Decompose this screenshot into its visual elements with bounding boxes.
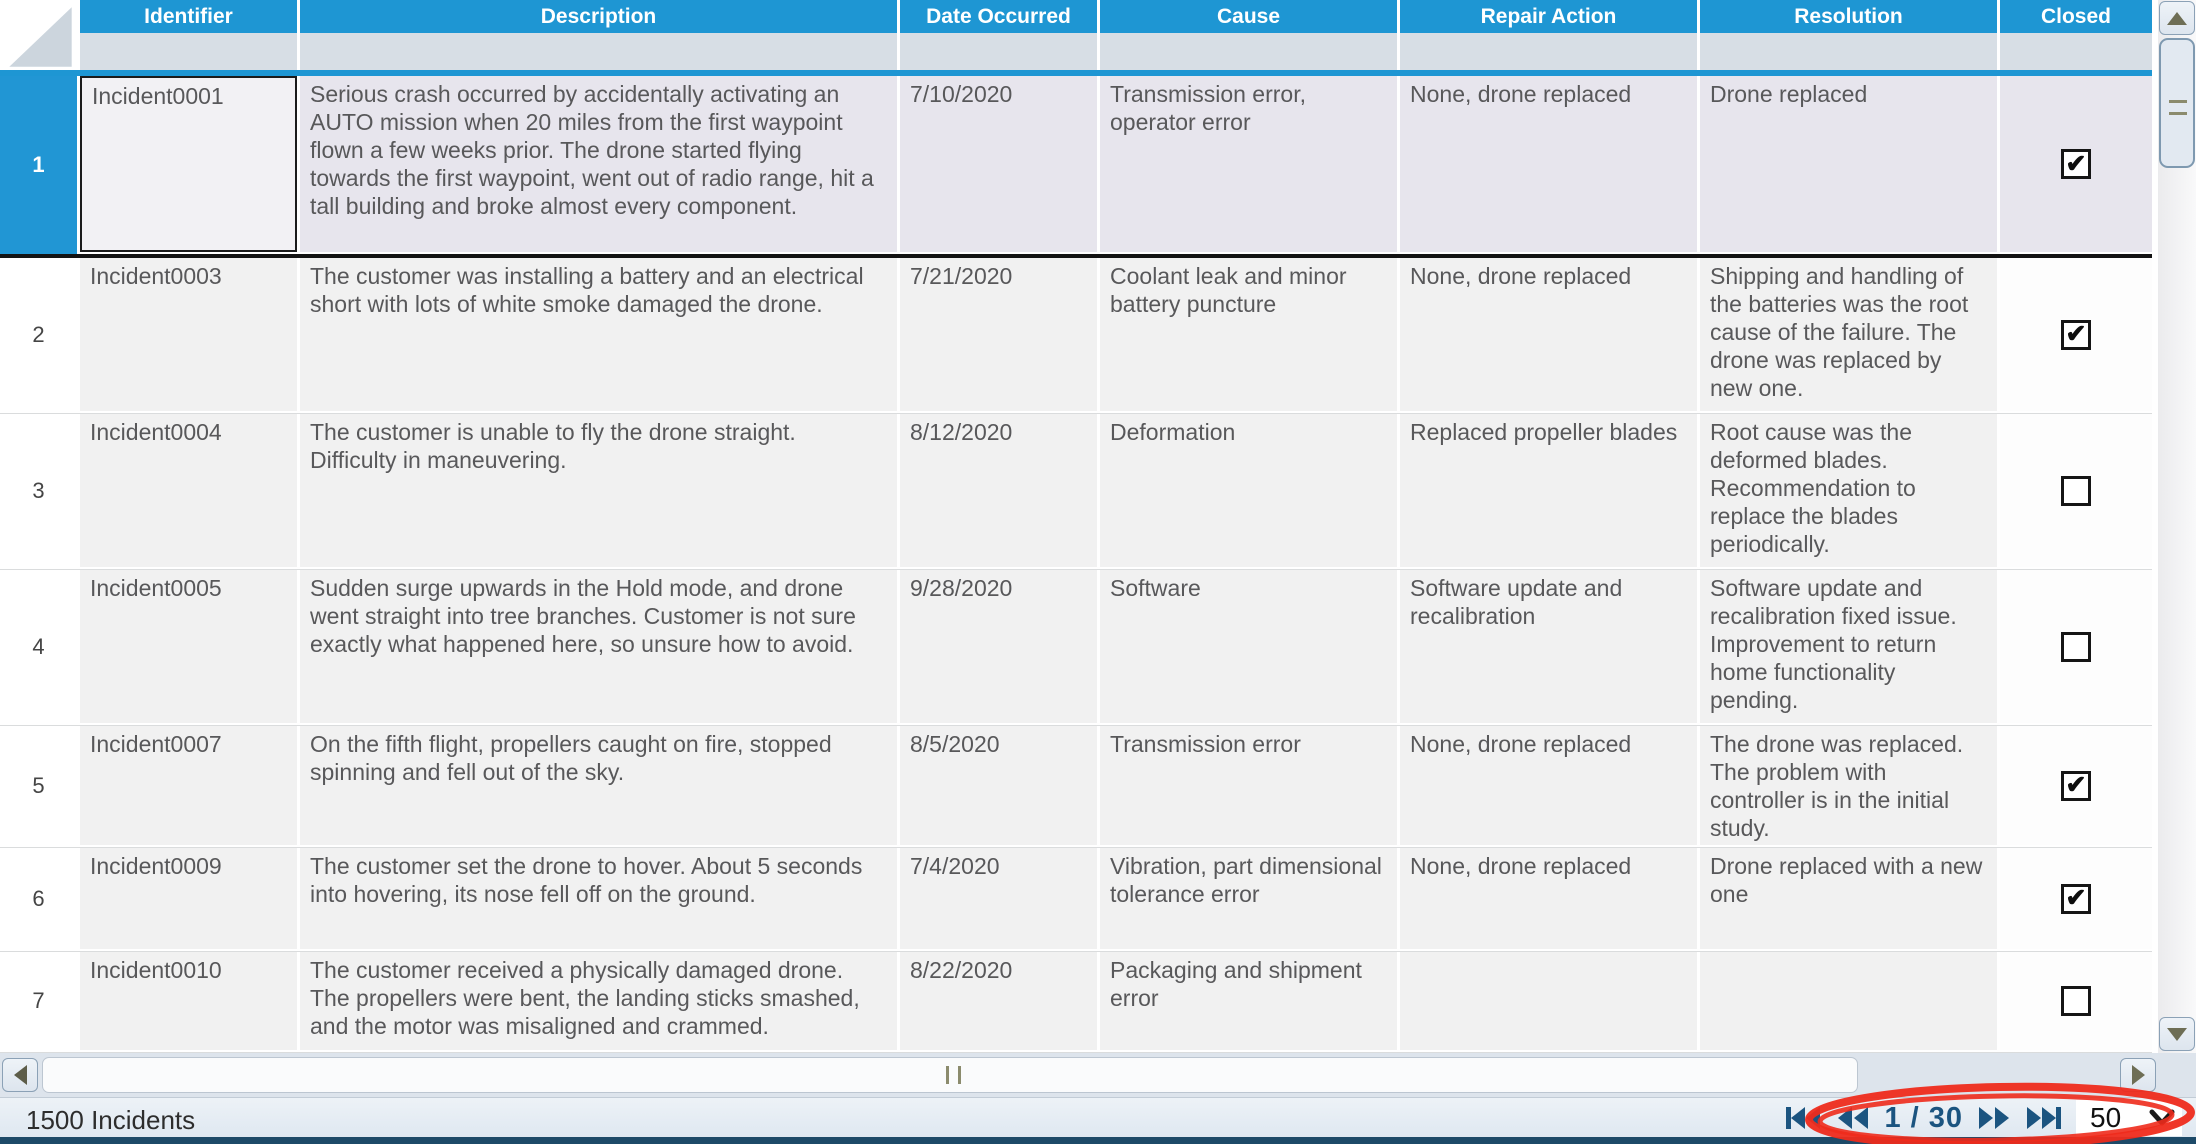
previous-page-button[interactable]	[1835, 1105, 1871, 1131]
last-page-button[interactable]	[2025, 1105, 2063, 1131]
next-page-button[interactable]	[1976, 1105, 2012, 1131]
page-size-dropdown[interactable]	[2076, 1100, 2182, 1136]
closed-checkbox[interactable]	[2061, 476, 2091, 506]
cell-closed	[2000, 76, 2152, 252]
row-number-cell[interactable]: 4	[0, 570, 77, 723]
column-header-resolution[interactable]: Resolution	[1700, 0, 2000, 33]
closed-checkbox[interactable]: ✔	[2061, 320, 2091, 350]
cell-repair-action[interactable]: None, drone replaced	[1400, 76, 1697, 252]
scroll-down-button[interactable]	[2159, 1017, 2195, 1051]
column-header-description[interactable]: Description	[300, 0, 900, 33]
cell-repair-action[interactable]: None, drone replaced	[1400, 258, 1697, 411]
scroll-up-button[interactable]	[2159, 1, 2195, 35]
down-arrow-icon	[2167, 1028, 2187, 1041]
subheader-cell	[2000, 33, 2152, 70]
cell-resolution[interactable]: Shipping and handling of the batteries was the root cause of the failure. The drone was replaced by new one.	[1700, 258, 1997, 411]
cell-resolution[interactable]: Drone replaced with a new one	[1700, 848, 1997, 949]
subheader-cell	[80, 33, 300, 70]
first-page-icon	[1784, 1105, 1822, 1131]
right-arrow-icon	[2132, 1065, 2145, 1085]
cell-repair-action[interactable]	[1400, 952, 1697, 1050]
up-arrow-icon	[2167, 12, 2187, 25]
subheader-row	[80, 33, 2152, 70]
row-number-cell[interactable]: 1	[0, 76, 77, 254]
table-row	[0, 570, 2152, 726]
cell-repair-action[interactable]: Replaced propeller blades	[1400, 414, 1697, 567]
cell-identifier[interactable]: Incident0005	[80, 570, 297, 723]
cell-resolution[interactable]: Software update and recalibration fixed issue. Improvement to return home functionality pending.	[1700, 570, 1997, 723]
cell-description[interactable]: Sudden surge upwards in the Hold mode, and drone went straight into tree branches. Customer is not sure exactly what happened here, so unsure how to avoid.	[300, 570, 897, 723]
select-all-corner[interactable]	[0, 0, 77, 70]
last-page-icon	[2025, 1105, 2063, 1131]
cell-identifier[interactable]: Incident0004	[80, 414, 297, 567]
cell-repair-action[interactable]: None, drone replaced	[1400, 726, 1697, 845]
table-row	[0, 952, 2152, 1053]
cell-closed	[2000, 952, 2152, 1050]
vertical-scrollbar[interactable]	[2158, 0, 2196, 1053]
chevron-down-icon	[2148, 1108, 2176, 1128]
cell-date-occurred[interactable]: 9/28/2020	[900, 570, 1097, 723]
page-indicator-label: 1 / 30	[1884, 1101, 1963, 1134]
table-body	[0, 76, 2152, 1053]
horizontal-scrollbar-thumb[interactable]	[42, 1057, 1858, 1093]
subheader-cell	[1700, 33, 2000, 70]
cell-closed	[2000, 258, 2152, 411]
scroll-left-button[interactable]	[2, 1058, 38, 1092]
column-header-repair-action[interactable]: Repair Action	[1400, 0, 1700, 33]
row-number-cell[interactable]: 6	[0, 848, 77, 949]
closed-checkbox[interactable]	[2061, 986, 2091, 1016]
cell-date-occurred[interactable]: 7/10/2020	[900, 76, 1097, 252]
first-page-button[interactable]	[1784, 1105, 1822, 1131]
table-row	[0, 76, 2152, 258]
cell-date-occurred[interactable]: 8/12/2020	[900, 414, 1097, 567]
cell-identifier[interactable]: Incident0010	[80, 952, 297, 1050]
cell-closed	[2000, 414, 2152, 567]
table-row	[0, 726, 2152, 848]
column-header-date-occurred[interactable]: Date Occurred	[900, 0, 1100, 33]
cell-description[interactable]: The customer received a physically damaged drone. The propellers were bent, the landing sticks smashed, and the motor was misaligned and crammed.	[300, 952, 897, 1050]
left-arrow-icon	[14, 1065, 27, 1085]
table-row	[0, 848, 2152, 952]
cell-closed	[2000, 726, 2152, 845]
subheader-cell	[300, 33, 900, 70]
cell-cause[interactable]: Coolant leak and minor battery puncture	[1100, 258, 1397, 411]
column-header-cause[interactable]: Cause	[1100, 0, 1400, 33]
vertical-scrollbar-thumb[interactable]	[2159, 38, 2195, 168]
cell-date-occurred[interactable]: 7/4/2020	[900, 848, 1097, 949]
cell-identifier[interactable]: Incident0001	[80, 76, 297, 252]
cell-resolution[interactable]	[1700, 952, 1997, 1050]
corner-triangle-icon	[8, 6, 73, 68]
page-size-value: 50	[2090, 1102, 2122, 1133]
cell-cause[interactable]: Software	[1100, 570, 1397, 723]
row-number-cell[interactable]: 7	[0, 952, 77, 1050]
cell-closed	[2000, 570, 2152, 723]
previous-page-icon	[1835, 1105, 1871, 1131]
cell-description[interactable]: The customer is unable to fly the drone straight. Difficulty in maneuvering.	[300, 414, 897, 567]
cell-description[interactable]: The customer set the drone to hover. About 5 seconds into hovering, its nose fell off on the ground.	[300, 848, 897, 949]
cell-closed	[2000, 848, 2152, 949]
thumb-grip-icon	[946, 1066, 961, 1084]
subheader-cell	[900, 33, 1100, 70]
cell-resolution[interactable]: The drone was replaced. The problem with controller is in the initial study.	[1700, 726, 1997, 845]
cell-date-occurred[interactable]: 7/21/2020	[900, 258, 1097, 411]
cell-cause[interactable]: Transmission error	[1100, 726, 1397, 845]
cell-date-occurred[interactable]: 8/22/2020	[900, 952, 1097, 1050]
subheader-cell	[1100, 33, 1400, 70]
cell-identifier[interactable]: Incident0003	[80, 258, 297, 411]
next-page-icon	[1976, 1105, 2012, 1131]
table-row	[0, 414, 2152, 570]
subheader-cell	[1400, 33, 1700, 70]
cell-resolution[interactable]: Drone replaced	[1700, 76, 1997, 252]
cell-repair-action[interactable]: None, drone replaced	[1400, 848, 1697, 949]
cell-date-occurred[interactable]: 8/5/2020	[900, 726, 1097, 845]
record-count-label: 1500 Incidents	[26, 1105, 196, 1135]
pagination-controls	[1784, 1100, 2182, 1136]
cell-repair-action[interactable]: Software update and recalibration	[1400, 570, 1697, 723]
cell-identifier[interactable]: Incident0009	[80, 848, 297, 949]
cell-resolution[interactable]: Root cause was the deformed blades. Recommendation to replace the blades periodically.	[1700, 414, 1997, 567]
closed-checkbox[interactable]: ✔	[2061, 149, 2091, 179]
column-header-closed[interactable]: Closed	[2000, 0, 2152, 33]
column-header-identifier[interactable]: Identifier	[80, 0, 300, 33]
horizontal-scrollbar[interactable]	[0, 1053, 2196, 1097]
closed-checkbox[interactable]: ✔	[2061, 771, 2091, 801]
closed-checkbox[interactable]: ✔	[2061, 884, 2091, 914]
scroll-right-button[interactable]	[2120, 1058, 2156, 1092]
cell-cause[interactable]: Deformation	[1100, 414, 1397, 567]
cell-cause[interactable]: Vibration, part dimensional tolerance error	[1100, 848, 1397, 949]
closed-checkbox[interactable]	[2061, 632, 2091, 662]
cell-description[interactable]: Serious crash occurred by accidentally activating an AUTO mission when 20 miles from the first waypoint flown a few weeks prior. The drone started flying towards the first waypoint, went out of radio range, hit a tall building and broke almost every component.	[300, 76, 897, 252]
cell-identifier[interactable]: Incident0007	[80, 726, 297, 845]
cell-description[interactable]: On the fifth flight, propellers caught on fire, stopped spinning and fell out of the sky.	[300, 726, 897, 845]
row-number-cell[interactable]: 2	[0, 258, 77, 411]
cell-cause[interactable]: Transmission error, operator error	[1100, 76, 1397, 252]
status-bar	[0, 1097, 2196, 1144]
column-header-row	[80, 0, 2152, 33]
row-number-cell[interactable]: 3	[0, 414, 77, 567]
cell-description[interactable]: The customer was installing a battery and an electrical short with lots of white smoke damaged the drone.	[300, 258, 897, 411]
cell-cause[interactable]: Packaging and shipment error	[1100, 952, 1397, 1050]
row-number-cell[interactable]: 5	[0, 726, 77, 845]
thumb-grip-icon	[2169, 100, 2187, 115]
table-row	[0, 258, 2152, 414]
